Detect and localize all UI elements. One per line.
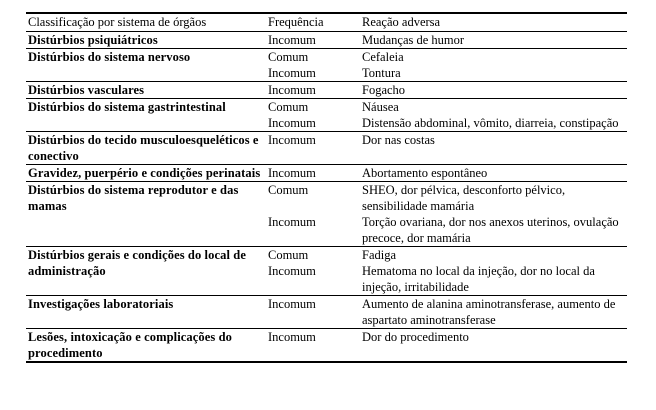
table-row [26,82,627,99]
organ-class-text: Distúrbios psiquiátricos [28,33,158,47]
frequency-cell [266,296,360,329]
reaction-text: SHEO, dor pélvica, desconforto pélvico, sensibilidade mamária [362,183,566,213]
reaction-text: Náusea [362,100,399,114]
organ-class-text: Distúrbios vasculares [28,83,145,97]
table-row [26,165,627,182]
reaction-cell [360,49,627,82]
frequency-text: Comum [268,183,309,197]
reaction-cell [360,247,627,296]
reaction-cell [360,165,627,182]
organ-class-cell [26,329,266,363]
organ-class-cell [26,32,266,49]
reaction-cell [360,329,627,363]
frequency-cell [266,82,360,99]
organ-class-cell [26,132,266,165]
reaction-cell [360,82,627,99]
frequency-cell [266,99,360,132]
table-row [26,182,627,247]
reaction-text: Dor do procedimento [362,330,469,344]
frequency-text: Incomum [268,264,316,278]
reaction-text: Mudanças de humor [362,33,465,47]
reaction-cell [360,296,627,329]
organ-class-text: Distúrbios gerais e condições do local de administração [28,248,246,278]
table-row [26,49,627,82]
table-row [26,247,627,296]
organ-class-cell [26,49,266,82]
reaction-text: Abortamento espontâneo [362,166,488,180]
frequency-text: Incomum [268,116,316,130]
table-row [26,99,627,132]
reaction-text: Hematoma no local da injeção, dor no local da injeção, irritabilidade [362,264,595,294]
header-adverse-reaction: Reação adversa [360,13,627,32]
organ-class-text: Distúrbios do sistema reprodutor e das mamas [28,183,239,213]
frequency-text: Incomum [268,66,316,80]
header-frequency: Frequência [266,13,360,32]
organ-class-cell [26,182,266,247]
organ-class-text: Lesões, intoxicação e complicações do procedimento [28,330,233,360]
reaction-cell [360,182,627,247]
reaction-cell [360,32,627,49]
reaction-cell [360,99,627,132]
organ-class-cell [26,99,266,132]
organ-class-text: Investigações laboratoriais [28,297,174,311]
adverse-reactions-table [26,12,627,363]
frequency-cell [266,329,360,363]
reaction-text: Fogacho [362,83,406,97]
table-row [26,296,627,329]
reaction-text: Dor nas costas [362,133,435,147]
reaction-text: Distensão abdominal, vômito, diarreia, constipação [362,116,619,130]
frequency-text: Comum [268,248,309,262]
table-row [26,32,627,49]
frequency-text: Incomum [268,33,316,47]
frequency-text: Incomum [268,297,316,311]
frequency-cell [266,247,360,296]
frequency-text: Incomum [268,215,316,229]
reaction-text: Torção ovariana, dor nos anexos uterinos, ovulação precoce, dor mamária [362,215,619,245]
reaction-text: Tontura [362,66,401,80]
reaction-cell [360,132,627,165]
frequency-text: Incomum [268,330,316,344]
frequency-text: Incomum [268,83,316,97]
organ-class-cell [26,247,266,296]
table-row [26,329,627,363]
organ-class-text: Gravidez, puerpério e condições perinatais [28,166,261,180]
reaction-text: Fadiga [362,248,397,262]
table-row [26,132,627,165]
frequency-cell [266,132,360,165]
header-organ-class: Classificação por sistema de órgãos [26,13,266,32]
frequency-cell [266,165,360,182]
organ-class-text: Distúrbios do sistema nervoso [28,50,191,64]
frequency-text: Comum [268,100,309,114]
organ-class-cell [26,82,266,99]
frequency-cell [266,32,360,49]
frequency-cell [266,49,360,82]
reaction-text: Cefaleia [362,50,404,64]
organ-class-cell [26,165,266,182]
frequency-cell [266,182,360,247]
table-header-row [26,13,627,32]
organ-class-cell [26,296,266,329]
frequency-text: Incomum [268,133,316,147]
frequency-text: Comum [268,50,309,64]
organ-class-text: Distúrbios do tecido musculoesqueléticos e conectivo [28,133,259,163]
reaction-text: Aumento de alanina aminotransferase, aumento de aspartato aminotransferase [362,297,616,327]
frequency-text: Incomum [268,166,316,180]
organ-class-text: Distúrbios do sistema gastrintestinal [28,100,226,114]
